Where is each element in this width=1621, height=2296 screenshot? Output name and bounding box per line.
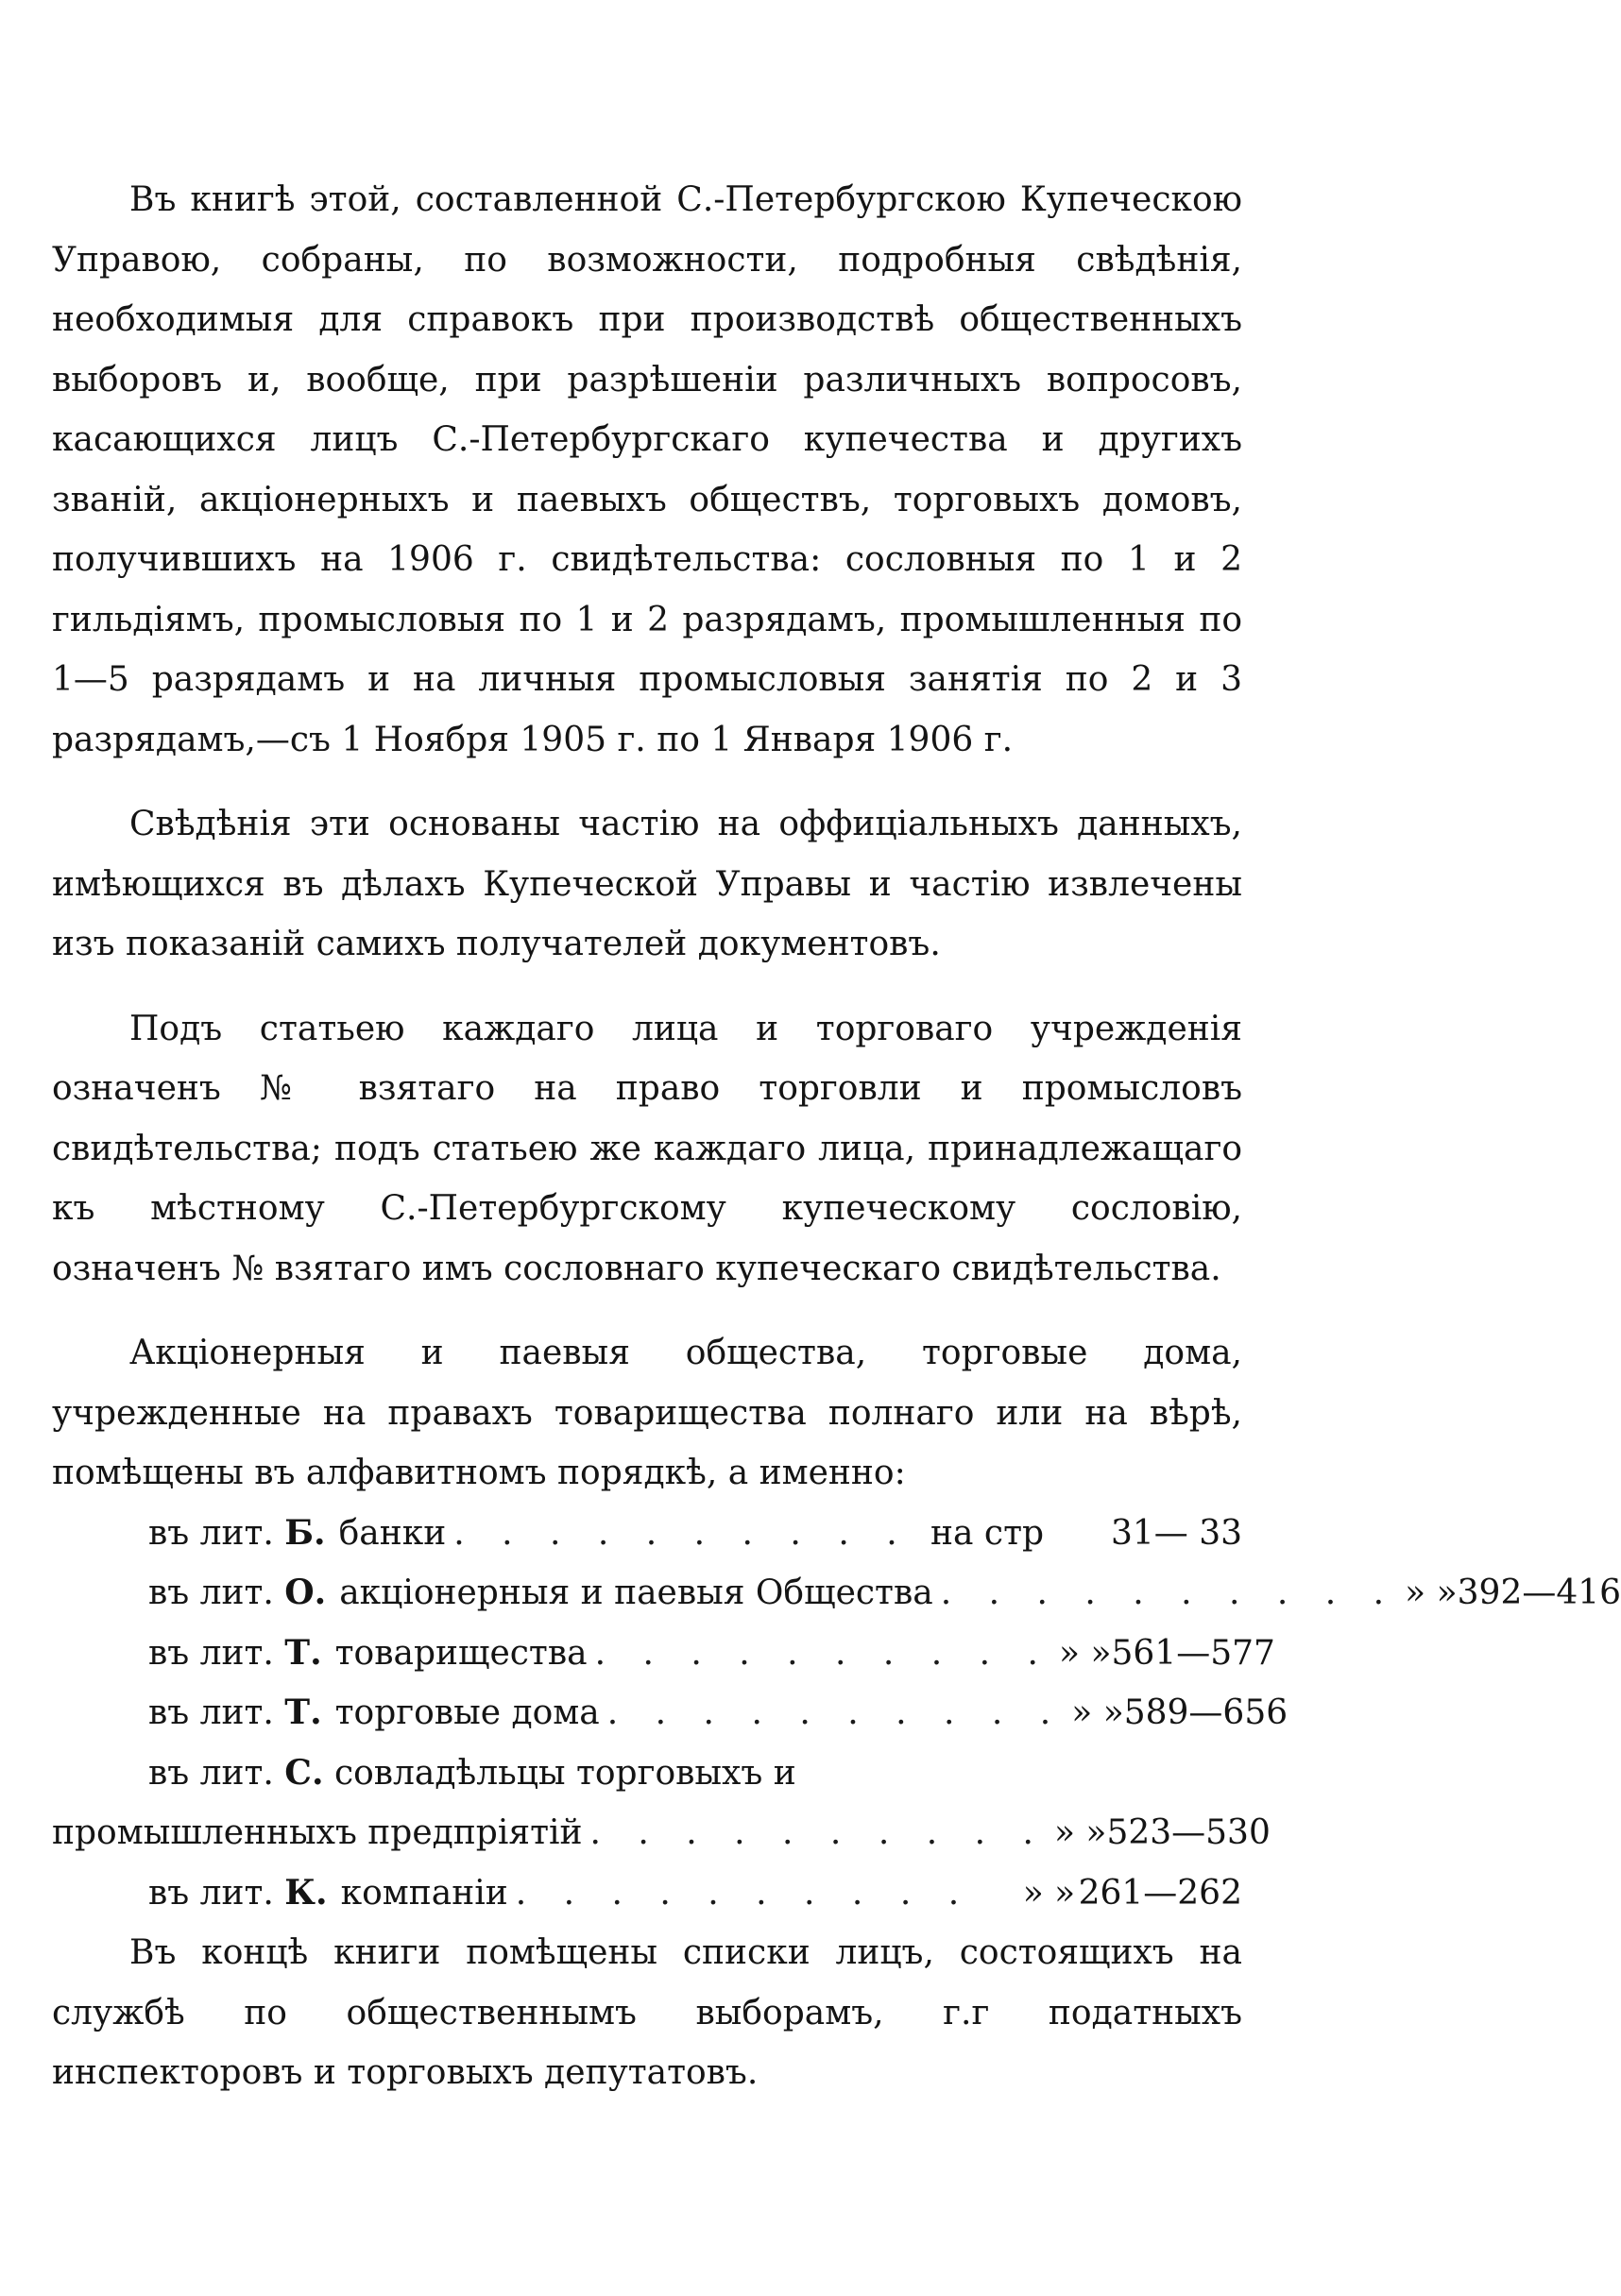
leader-dots: . . . . . . . . . . [594, 1633, 1052, 1673]
index-entry [52, 1563, 1621, 1624]
index-topic: банки [338, 1513, 447, 1553]
index-pages: 392—416 [1457, 1573, 1621, 1612]
index-prefix: въ лит. [148, 1753, 274, 1793]
index-entry [52, 1504, 1242, 1564]
index-prefix: въ лит. [148, 1633, 274, 1673]
document-page [52, 170, 1621, 2103]
index-letter: К. [284, 1872, 328, 1913]
leader-dots: . . . . . . . . . . [453, 1513, 911, 1553]
index-prefix: въ лит. [148, 1693, 274, 1732]
index-letter: Б. [284, 1512, 326, 1553]
index-ref: » » [1405, 1573, 1458, 1612]
index-ref: » » [1059, 1633, 1112, 1673]
index-entry-wrapped [52, 1743, 1271, 1863]
index-ref: на стр [930, 1513, 1045, 1553]
leader-dots: . . . . . . . . . . [515, 1873, 973, 1913]
sources-paragraph: Свѣдѣнія эти основаны частію на оффиціальныхъ данныхъ, имѣющихся въ дѣлахъ Купеческой Управы и частію извлечены изъ показаній самихъ получателей документовъ. [52, 805, 1242, 963]
index-topic-continuation: промышленныхъ предпріятій [52, 1813, 583, 1852]
index-letter: Т. [284, 1632, 322, 1673]
companies-order-paragraph: Акціонерныя и паевыя общества, торговые дома, учрежденные на правахъ товарищества полнаго или на вѣрѣ, помѣщены въ алфавитномъ порядкѣ, а именно: [52, 1334, 1242, 1492]
index-prefix: въ лит. [148, 1513, 274, 1553]
leader-dots: . . . . . . . . . . [589, 1813, 1047, 1852]
certificate-numbers-paragraph: Подъ статьею каждаго лица и торговаго учрежденія означенъ № взятаго на право торговли и промысловъ свидѣтельства; подъ статьею же каждаго лица, принадлежащаго къ мѣстному С.-Петербургскому купеческому сословію, означенъ № взятаго имъ сословнаго купеческаго свидѣтельства. [52, 1009, 1242, 1288]
index-letter: Т. [284, 1692, 322, 1732]
index-pages: 589—656 [1123, 1693, 1288, 1732]
index-ref: » » [1022, 1873, 1076, 1913]
section-index [52, 1504, 1621, 1924]
index-pages: 261—262 [1078, 1873, 1242, 1913]
index-pages: 31— 33 [1110, 1513, 1242, 1553]
index-pages: 523—530 [1106, 1813, 1271, 1852]
index-entry [52, 1683, 1288, 1743]
index-topic: товарищества [334, 1633, 588, 1673]
index-topic: компаніи [340, 1873, 508, 1913]
leader-dots: . . . . . . . . . . [940, 1573, 1398, 1612]
index-topic: совладѣльцы торговыхъ и [333, 1753, 796, 1793]
index-prefix: въ лит. [148, 1573, 274, 1612]
intro-paragraph: Въ книгѣ этой, составленной С.-Петербургскою Купеческою Управою, собраны, по возможности, подробныя свѣдѣнія, необходимыя для справокъ при производствѣ общественныхъ выборовъ и, вообще, при разрѣшеніи различныхъ вопросовъ, касающихся лицъ С.-Петербургскаго купечества и другихъ званій, акціонерныхъ и паевыхъ обществъ, торговыхъ домовъ, получившихъ на 1906 г. свидѣтельства: сословныя по 1 и 2 гильдіямъ, промысловыя по 1 и 2 разрядамъ, промышленныя по 1—5 разрядамъ и на личныя промысловыя занятія по 2 и 3 разрядамъ,—съ 1 Ноября 1905 г. по 1 Января 1906 г. [52, 180, 1242, 759]
index-prefix: въ лит. [148, 1873, 274, 1913]
index-entry [52, 1624, 1275, 1684]
index-entry [52, 1863, 1242, 1924]
index-ref: » » [1053, 1813, 1107, 1852]
closing-paragraph: Въ концѣ книги помѣщены списки лицъ, состоящихъ на службѣ по общественнымъ выборамъ, г.г податныхъ инспекторовъ и торговыхъ депутатовъ. [52, 1933, 1242, 2092]
index-pages: 561—577 [1111, 1633, 1275, 1673]
index-ref: » » [1071, 1693, 1124, 1732]
index-letter: С. [284, 1752, 324, 1793]
index-topic: торговые дома [334, 1693, 600, 1732]
index-topic: акціонерныя и паевыя Общества [339, 1573, 933, 1612]
index-letter: О. [284, 1573, 327, 1612]
leader-dots: . . . . . . . . . . [606, 1693, 1065, 1732]
